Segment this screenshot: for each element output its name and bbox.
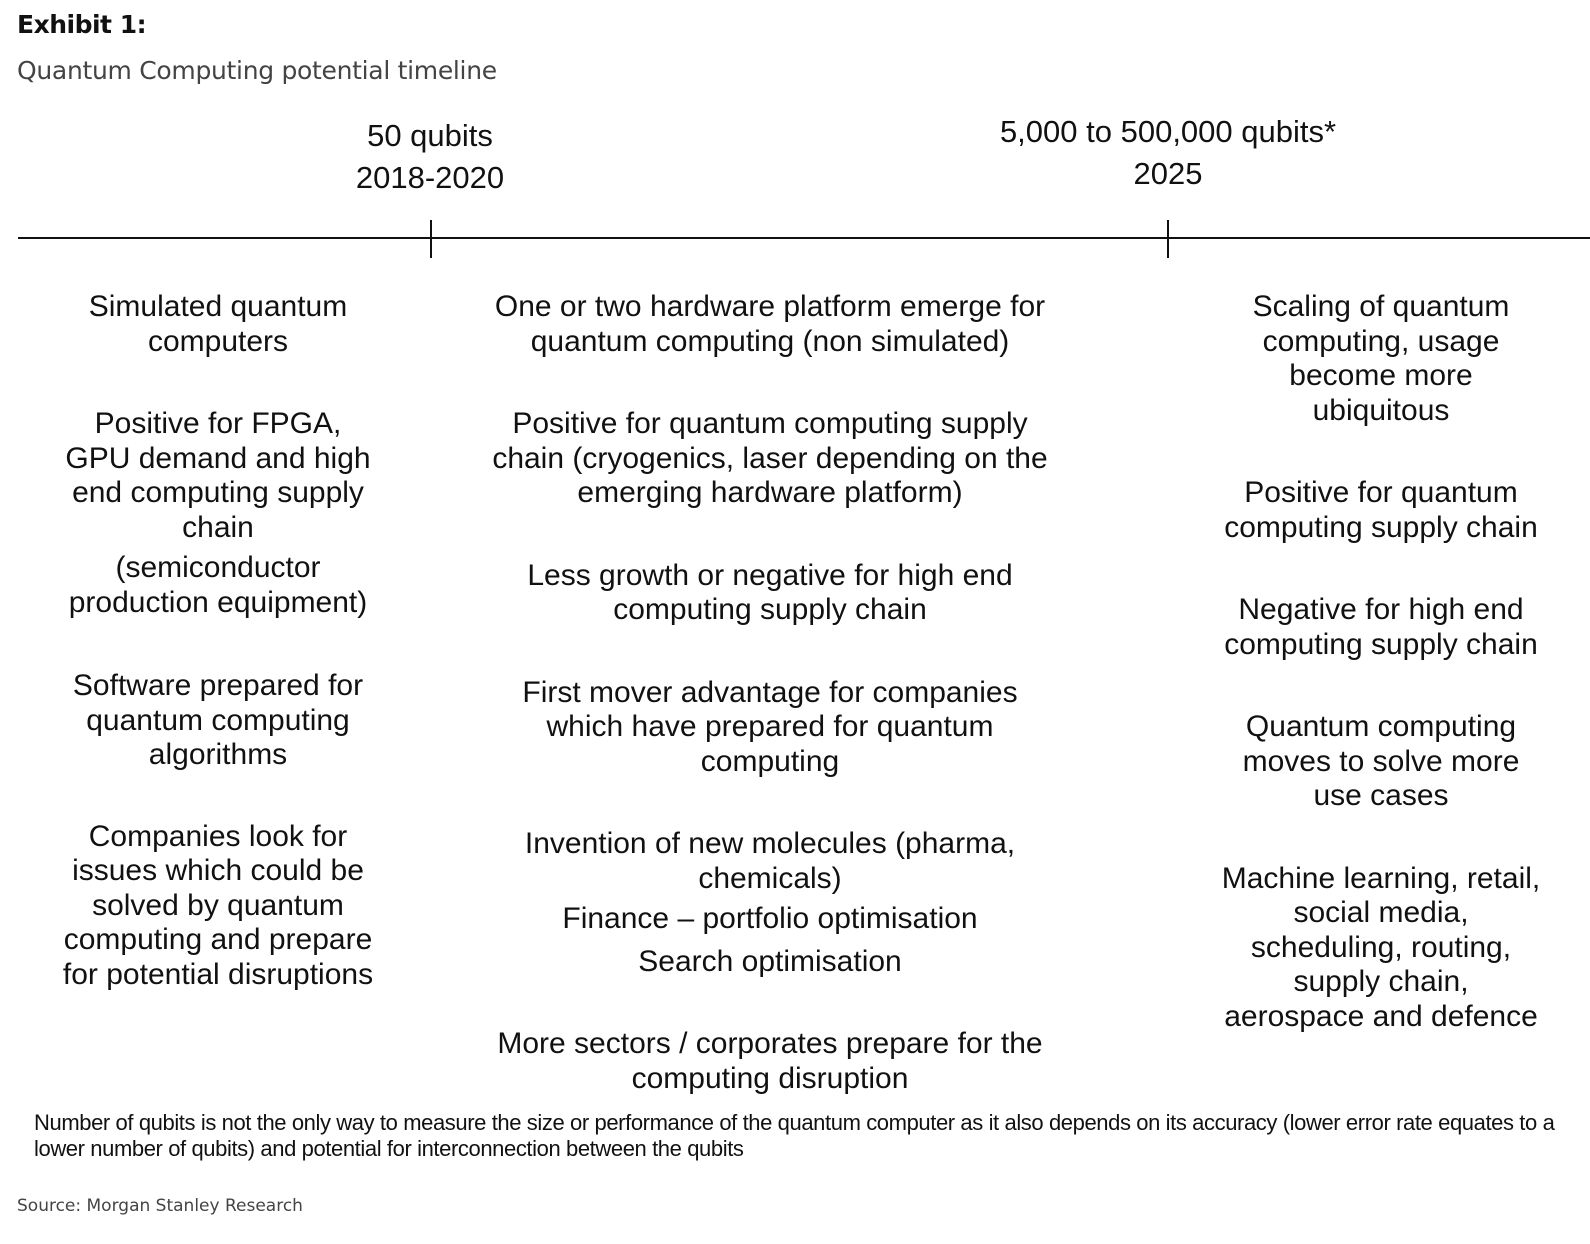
source-note: Source: Morgan Stanley Research (17, 1196, 303, 1216)
footnote: Number of qubits is not the only way to measure the size or performance of the quantum computer as it also depends on its accuracy (lower error rate equates to a lower number of qubits) and potential for interconnection between the qubits (34, 1110, 1555, 1161)
timeline-item: Companies look for issues which could be solved by quantum computing and prepare for potential disruptions (62, 819, 374, 991)
timeline-item: One or two hardware platform emerge for quantum computing (non simulated) (494, 290, 1046, 358)
timeline-item: Search optimisation (638, 944, 902, 978)
milestone-2025 (958, 111, 1378, 195)
timeline-item: Negative for high end computing supply chain (1224, 593, 1538, 661)
timeline-item: Less growth or negative for high end computing supply chain (527, 558, 1013, 626)
timeline-item: More sectors / corporates prepare for the computing disruption (497, 1027, 1043, 1095)
timeline-axis (18, 237, 1590, 239)
exhibit-label: Exhibit 1: (17, 10, 147, 39)
timeline-tick-2025 (1167, 220, 1169, 258)
timeline-item: Scaling of quantum computing, usage become more ubiquitous (1252, 290, 1510, 427)
timeline-item: Simulated quantum computers (88, 290, 348, 358)
milestone-period: 2025 (1133, 156, 1203, 191)
milestone-2018-2020 (220, 115, 640, 199)
timeline-item: Machine learning, retail, social media, scheduling, routing, supply chain, aerospace and defence (1221, 861, 1541, 1033)
milestone-qubits: 5,000 to 500,000 qubits* (999, 114, 1337, 149)
timeline-item: Software prepared for quantum computing algorithms (72, 669, 364, 771)
timeline-tick-2018-2020 (430, 220, 432, 258)
timeline-item: (semiconductor production equipment) (68, 551, 368, 619)
timeline-item: Quantum computing moves to solve more use cases (1242, 710, 1520, 812)
timeline-item: Positive for FPGA, GPU demand and high end computing supply chain (65, 407, 371, 544)
timeline-item: Positive for quantum computing supply chain (cryogenics, laser depending on the emerging hardware platform) (492, 407, 1048, 509)
column-pre-2018 (40, 290, 396, 992)
milestone-period: 2018-2020 (355, 160, 505, 195)
column-2018-2025 (455, 290, 1085, 1096)
exhibit-title: Quantum Computing potential timeline (17, 56, 497, 85)
timeline-item: Invention of new molecules (pharma, chemicals) (524, 827, 1016, 895)
timeline-item: Positive for quantum computing supply chain (1224, 476, 1538, 544)
milestone-qubits: 50 qubits (367, 118, 493, 153)
timeline-item: Finance – portfolio optimisation (562, 902, 978, 935)
column-post-2025 (1195, 290, 1567, 1034)
timeline-item: First mover advantage for companies which have prepared for quantum computing (522, 675, 1018, 778)
